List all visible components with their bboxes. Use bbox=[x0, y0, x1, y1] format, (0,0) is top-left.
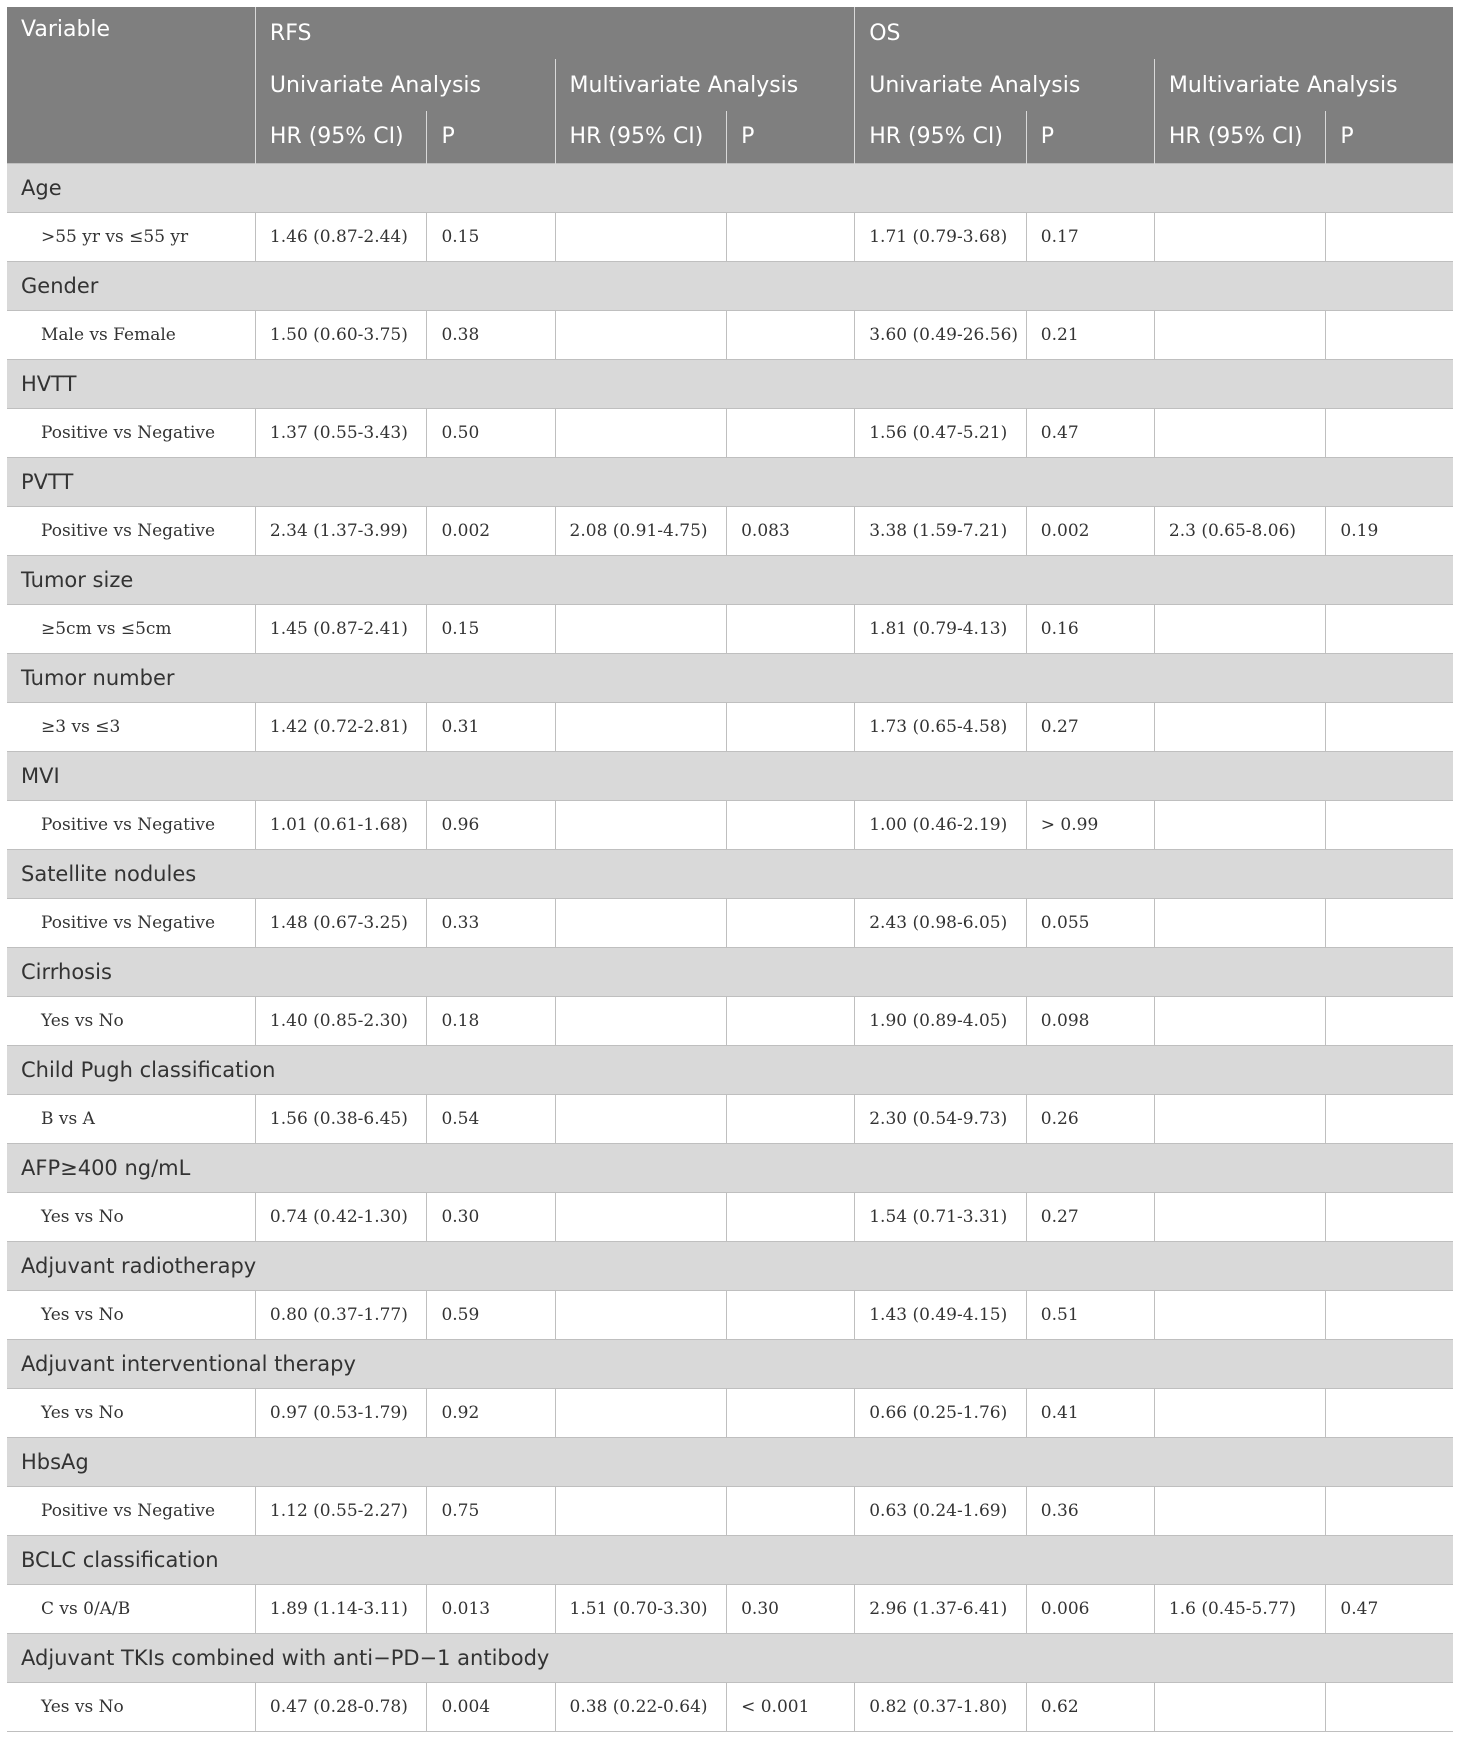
table-body bbox=[7, 163, 1453, 1731]
table-row bbox=[7, 898, 1453, 947]
cell-os-multi-hr bbox=[1154, 702, 1326, 751]
cell-os-uni-p: 0.006 bbox=[1026, 1584, 1154, 1633]
cell-os-uni-p: 0.055 bbox=[1026, 898, 1154, 947]
cell-os-multi-hr bbox=[1154, 310, 1326, 359]
category-row bbox=[7, 1045, 1453, 1094]
cell-os-multi-p bbox=[1326, 1192, 1453, 1241]
cell-rfs-multi-p: 0.30 bbox=[727, 1584, 855, 1633]
table-row bbox=[7, 604, 1453, 653]
cell-rfs-uni-hr: 1.56 (0.38-6.45) bbox=[255, 1094, 427, 1143]
header-p: P bbox=[1326, 111, 1453, 163]
category-label: PVTT bbox=[7, 457, 1453, 506]
table-header bbox=[7, 7, 1453, 163]
cell-os-uni-p: 0.26 bbox=[1026, 1094, 1154, 1143]
header-os-multivariate: Multivariate Analysis bbox=[1154, 59, 1453, 111]
cell-os-uni-hr: 1.90 (0.89-4.05) bbox=[855, 996, 1027, 1045]
cell-os-uni-hr: 0.82 (0.37-1.80) bbox=[855, 1682, 1027, 1731]
cell-os-multi-p bbox=[1326, 1290, 1453, 1339]
cell-rfs-multi-p bbox=[727, 1192, 855, 1241]
comparison-label: Yes vs No bbox=[7, 1682, 255, 1731]
cell-rfs-uni-hr: 0.47 (0.28-0.78) bbox=[255, 1682, 427, 1731]
category-label: Age bbox=[7, 163, 1453, 212]
comparison-label: Yes vs No bbox=[7, 996, 255, 1045]
cell-rfs-uni-p: 0.59 bbox=[427, 1290, 555, 1339]
table-row bbox=[7, 1682, 1453, 1731]
cell-rfs-uni-hr: 1.42 (0.72-2.81) bbox=[255, 702, 427, 751]
category-label: Gender bbox=[7, 261, 1453, 310]
category-row bbox=[7, 163, 1453, 212]
category-row bbox=[7, 359, 1453, 408]
cell-os-uni-p: 0.098 bbox=[1026, 996, 1154, 1045]
cell-os-uni-p: 0.41 bbox=[1026, 1388, 1154, 1437]
header-rfs-multivariate: Multivariate Analysis bbox=[555, 59, 855, 111]
cell-os-uni-p: 0.27 bbox=[1026, 702, 1154, 751]
comparison-label: ≥3 vs ≤3 bbox=[7, 702, 255, 751]
cell-os-multi-hr bbox=[1154, 1094, 1326, 1143]
cell-os-multi-hr bbox=[1154, 604, 1326, 653]
category-label: Child Pugh classification bbox=[7, 1045, 1453, 1094]
header-os: OS bbox=[855, 7, 1453, 59]
category-row bbox=[7, 947, 1453, 996]
cell-os-multi-p bbox=[1326, 800, 1453, 849]
cell-os-uni-hr: 1.56 (0.47-5.21) bbox=[855, 408, 1027, 457]
cell-os-multi-p bbox=[1326, 1682, 1453, 1731]
cell-os-multi-p: 0.19 bbox=[1326, 506, 1453, 555]
table-row bbox=[7, 1094, 1453, 1143]
cell-rfs-multi-hr bbox=[555, 1094, 727, 1143]
cell-rfs-uni-p: 0.18 bbox=[427, 996, 555, 1045]
category-label: Satellite nodules bbox=[7, 849, 1453, 898]
cell-os-multi-p bbox=[1326, 408, 1453, 457]
cell-rfs-uni-p: 0.50 bbox=[427, 408, 555, 457]
results-table-container bbox=[7, 7, 1453, 1732]
cell-os-uni-p: 0.27 bbox=[1026, 1192, 1154, 1241]
header-p: P bbox=[727, 111, 855, 163]
comparison-label: >55 yr vs ≤55 yr bbox=[7, 212, 255, 261]
cell-rfs-uni-hr: 1.37 (0.55-3.43) bbox=[255, 408, 427, 457]
cell-os-multi-hr bbox=[1154, 1388, 1326, 1437]
cell-rfs-multi-hr bbox=[555, 604, 727, 653]
cell-rfs-multi-hr bbox=[555, 702, 727, 751]
category-row bbox=[7, 849, 1453, 898]
category-row bbox=[7, 1241, 1453, 1290]
cell-rfs-multi-hr bbox=[555, 898, 727, 947]
cell-os-multi-hr bbox=[1154, 1486, 1326, 1535]
cell-os-uni-p: 0.62 bbox=[1026, 1682, 1154, 1731]
cell-rfs-uni-p: 0.92 bbox=[427, 1388, 555, 1437]
cell-os-multi-p bbox=[1326, 702, 1453, 751]
cell-rfs-multi-hr bbox=[555, 212, 727, 261]
category-label: Adjuvant TKIs combined with anti−PD−1 antibody bbox=[7, 1633, 1453, 1682]
cell-os-uni-p: 0.17 bbox=[1026, 212, 1154, 261]
table-row bbox=[7, 212, 1453, 261]
cell-os-multi-p bbox=[1326, 310, 1453, 359]
cell-rfs-uni-hr: 1.45 (0.87-2.41) bbox=[255, 604, 427, 653]
cell-rfs-uni-p: 0.15 bbox=[427, 604, 555, 653]
cell-rfs-multi-p bbox=[727, 408, 855, 457]
cell-os-multi-p bbox=[1326, 212, 1453, 261]
cell-rfs-multi-p bbox=[727, 604, 855, 653]
cell-os-uni-p: 0.16 bbox=[1026, 604, 1154, 653]
cell-os-uni-hr: 1.00 (0.46-2.19) bbox=[855, 800, 1027, 849]
category-row bbox=[7, 457, 1453, 506]
category-row bbox=[7, 751, 1453, 800]
category-row bbox=[7, 1339, 1453, 1388]
cell-os-multi-hr: 2.3 (0.65-8.06) bbox=[1154, 506, 1326, 555]
cell-os-multi-hr bbox=[1154, 898, 1326, 947]
comparison-label: Positive vs Negative bbox=[7, 1486, 255, 1535]
header-p: P bbox=[1026, 111, 1154, 163]
header-rfs-univariate: Univariate Analysis bbox=[255, 59, 555, 111]
header-hr: HR (95% CI) bbox=[555, 111, 727, 163]
table-row bbox=[7, 310, 1453, 359]
cell-os-multi-hr bbox=[1154, 1682, 1326, 1731]
cell-os-uni-hr: 3.38 (1.59-7.21) bbox=[855, 506, 1027, 555]
cell-rfs-uni-p: 0.75 bbox=[427, 1486, 555, 1535]
cell-os-uni-hr: 3.60 (0.49-26.56) bbox=[855, 310, 1027, 359]
table-row bbox=[7, 1388, 1453, 1437]
cell-os-uni-hr: 2.30 (0.54-9.73) bbox=[855, 1094, 1027, 1143]
category-row bbox=[7, 1535, 1453, 1584]
cell-os-multi-p bbox=[1326, 996, 1453, 1045]
cell-os-multi-p bbox=[1326, 1094, 1453, 1143]
cell-os-uni-hr: 1.54 (0.71-3.31) bbox=[855, 1192, 1027, 1241]
comparison-label: B vs A bbox=[7, 1094, 255, 1143]
cell-rfs-multi-hr bbox=[555, 1192, 727, 1241]
comparison-label: Yes vs No bbox=[7, 1290, 255, 1339]
cell-rfs-uni-hr: 0.80 (0.37-1.77) bbox=[255, 1290, 427, 1339]
category-label: AFP≥400 ng/mL bbox=[7, 1143, 1453, 1192]
category-label: MVI bbox=[7, 751, 1453, 800]
cell-os-uni-p: 0.002 bbox=[1026, 506, 1154, 555]
cell-rfs-multi-hr: 1.51 (0.70-3.30) bbox=[555, 1584, 727, 1633]
cell-rfs-uni-hr: 1.48 (0.67-3.25) bbox=[255, 898, 427, 947]
header-os-univariate: Univariate Analysis bbox=[855, 59, 1155, 111]
cell-os-uni-p: > 0.99 bbox=[1026, 800, 1154, 849]
cell-os-uni-hr: 2.43 (0.98-6.05) bbox=[855, 898, 1027, 947]
cell-os-multi-p bbox=[1326, 604, 1453, 653]
cell-rfs-uni-p: 0.38 bbox=[427, 310, 555, 359]
header-variable: Variable bbox=[7, 7, 255, 163]
category-label: Adjuvant interventional therapy bbox=[7, 1339, 1453, 1388]
header-rfs: RFS bbox=[255, 7, 854, 59]
table-row bbox=[7, 1486, 1453, 1535]
cell-rfs-multi-p: 0.083 bbox=[727, 506, 855, 555]
comparison-label: Positive vs Negative bbox=[7, 408, 255, 457]
cell-os-multi-hr bbox=[1154, 212, 1326, 261]
cell-rfs-multi-p bbox=[727, 996, 855, 1045]
category-label: HbsAg bbox=[7, 1437, 1453, 1486]
table-row bbox=[7, 996, 1453, 1045]
cell-rfs-multi-p: < 0.001 bbox=[727, 1682, 855, 1731]
cell-rfs-uni-hr: 1.50 (0.60-3.75) bbox=[255, 310, 427, 359]
cell-os-multi-hr: 1.6 (0.45-5.77) bbox=[1154, 1584, 1326, 1633]
cell-rfs-multi-p bbox=[727, 1094, 855, 1143]
cell-rfs-multi-p bbox=[727, 310, 855, 359]
cell-os-multi-hr bbox=[1154, 1192, 1326, 1241]
cell-rfs-multi-p bbox=[727, 1290, 855, 1339]
comparison-label: C vs 0/A/B bbox=[7, 1584, 255, 1633]
header-hr: HR (95% CI) bbox=[255, 111, 427, 163]
cell-os-uni-hr: 2.96 (1.37-6.41) bbox=[855, 1584, 1027, 1633]
category-row bbox=[7, 1437, 1453, 1486]
cell-os-multi-p: 0.47 bbox=[1326, 1584, 1453, 1633]
cell-os-uni-hr: 1.71 (0.79-3.68) bbox=[855, 212, 1027, 261]
table-row bbox=[7, 408, 1453, 457]
comparison-label: Positive vs Negative bbox=[7, 800, 255, 849]
category-row bbox=[7, 653, 1453, 702]
cell-rfs-multi-hr bbox=[555, 800, 727, 849]
cell-os-uni-hr: 0.63 (0.24-1.69) bbox=[855, 1486, 1027, 1535]
cell-os-uni-hr: 1.73 (0.65-4.58) bbox=[855, 702, 1027, 751]
cell-rfs-multi-hr bbox=[555, 408, 727, 457]
regression-table bbox=[7, 7, 1453, 1732]
cell-rfs-uni-hr: 0.74 (0.42-1.30) bbox=[255, 1192, 427, 1241]
category-label: Adjuvant radiotherapy bbox=[7, 1241, 1453, 1290]
cell-rfs-multi-p bbox=[727, 1388, 855, 1437]
cell-rfs-uni-hr: 1.46 (0.87-2.44) bbox=[255, 212, 427, 261]
cell-rfs-uni-hr: 2.34 (1.37-3.99) bbox=[255, 506, 427, 555]
cell-os-uni-hr: 1.81 (0.79-4.13) bbox=[855, 604, 1027, 653]
comparison-label: Positive vs Negative bbox=[7, 898, 255, 947]
cell-rfs-uni-p: 0.004 bbox=[427, 1682, 555, 1731]
cell-os-uni-p: 0.47 bbox=[1026, 408, 1154, 457]
cell-rfs-uni-p: 0.002 bbox=[427, 506, 555, 555]
header-p: P bbox=[427, 111, 555, 163]
category-label: Tumor number bbox=[7, 653, 1453, 702]
cell-os-multi-hr bbox=[1154, 996, 1326, 1045]
table-row bbox=[7, 800, 1453, 849]
cell-rfs-uni-p: 0.96 bbox=[427, 800, 555, 849]
cell-rfs-multi-p bbox=[727, 702, 855, 751]
category-row bbox=[7, 1143, 1453, 1192]
header-hr: HR (95% CI) bbox=[855, 111, 1027, 163]
cell-rfs-multi-hr: 0.38 (0.22-0.64) bbox=[555, 1682, 727, 1731]
cell-rfs-uni-hr: 1.12 (0.55-2.27) bbox=[255, 1486, 427, 1535]
comparison-label: ≥5cm vs ≤5cm bbox=[7, 604, 255, 653]
category-label: Tumor size bbox=[7, 555, 1453, 604]
header-hr: HR (95% CI) bbox=[1154, 111, 1326, 163]
cell-os-uni-hr: 1.43 (0.49-4.15) bbox=[855, 1290, 1027, 1339]
cell-os-multi-hr bbox=[1154, 800, 1326, 849]
category-label: Cirrhosis bbox=[7, 947, 1453, 996]
cell-os-uni-p: 0.51 bbox=[1026, 1290, 1154, 1339]
cell-os-uni-p: 0.36 bbox=[1026, 1486, 1154, 1535]
cell-rfs-uni-p: 0.30 bbox=[427, 1192, 555, 1241]
cell-rfs-uni-p: 0.33 bbox=[427, 898, 555, 947]
category-row bbox=[7, 555, 1453, 604]
cell-rfs-uni-p: 0.013 bbox=[427, 1584, 555, 1633]
table-row bbox=[7, 506, 1453, 555]
cell-rfs-multi-hr bbox=[555, 310, 727, 359]
category-row bbox=[7, 1633, 1453, 1682]
cell-rfs-multi-hr bbox=[555, 1486, 727, 1535]
category-label: BCLC classification bbox=[7, 1535, 1453, 1584]
cell-os-multi-p bbox=[1326, 1388, 1453, 1437]
cell-rfs-uni-p: 0.54 bbox=[427, 1094, 555, 1143]
comparison-label: Positive vs Negative bbox=[7, 506, 255, 555]
cell-rfs-multi-p bbox=[727, 1486, 855, 1535]
cell-os-multi-hr bbox=[1154, 1290, 1326, 1339]
table-row bbox=[7, 702, 1453, 751]
cell-rfs-uni-hr: 1.01 (0.61-1.68) bbox=[255, 800, 427, 849]
cell-rfs-multi-p bbox=[727, 212, 855, 261]
cell-os-uni-p: 0.21 bbox=[1026, 310, 1154, 359]
cell-os-multi-p bbox=[1326, 898, 1453, 947]
cell-rfs-uni-hr: 1.89 (1.14-3.11) bbox=[255, 1584, 427, 1633]
category-row bbox=[7, 261, 1453, 310]
cell-rfs-multi-p bbox=[727, 898, 855, 947]
cell-rfs-multi-hr: 2.08 (0.91-4.75) bbox=[555, 506, 727, 555]
cell-rfs-multi-hr bbox=[555, 996, 727, 1045]
cell-os-multi-hr bbox=[1154, 408, 1326, 457]
table-row bbox=[7, 1584, 1453, 1633]
cell-rfs-uni-p: 0.15 bbox=[427, 212, 555, 261]
cell-rfs-uni-p: 0.31 bbox=[427, 702, 555, 751]
comparison-label: Yes vs No bbox=[7, 1388, 255, 1437]
table-row bbox=[7, 1290, 1453, 1339]
cell-os-uni-hr: 0.66 (0.25-1.76) bbox=[855, 1388, 1027, 1437]
cell-rfs-multi-hr bbox=[555, 1388, 727, 1437]
cell-rfs-uni-hr: 0.97 (0.53-1.79) bbox=[255, 1388, 427, 1437]
table-row bbox=[7, 1192, 1453, 1241]
comparison-label: Male vs Female bbox=[7, 310, 255, 359]
cell-rfs-multi-hr bbox=[555, 1290, 727, 1339]
category-label: HVTT bbox=[7, 359, 1453, 408]
cell-rfs-uni-hr: 1.40 (0.85-2.30) bbox=[255, 996, 427, 1045]
comparison-label: Yes vs No bbox=[7, 1192, 255, 1241]
cell-rfs-multi-p bbox=[727, 800, 855, 849]
cell-os-multi-p bbox=[1326, 1486, 1453, 1535]
